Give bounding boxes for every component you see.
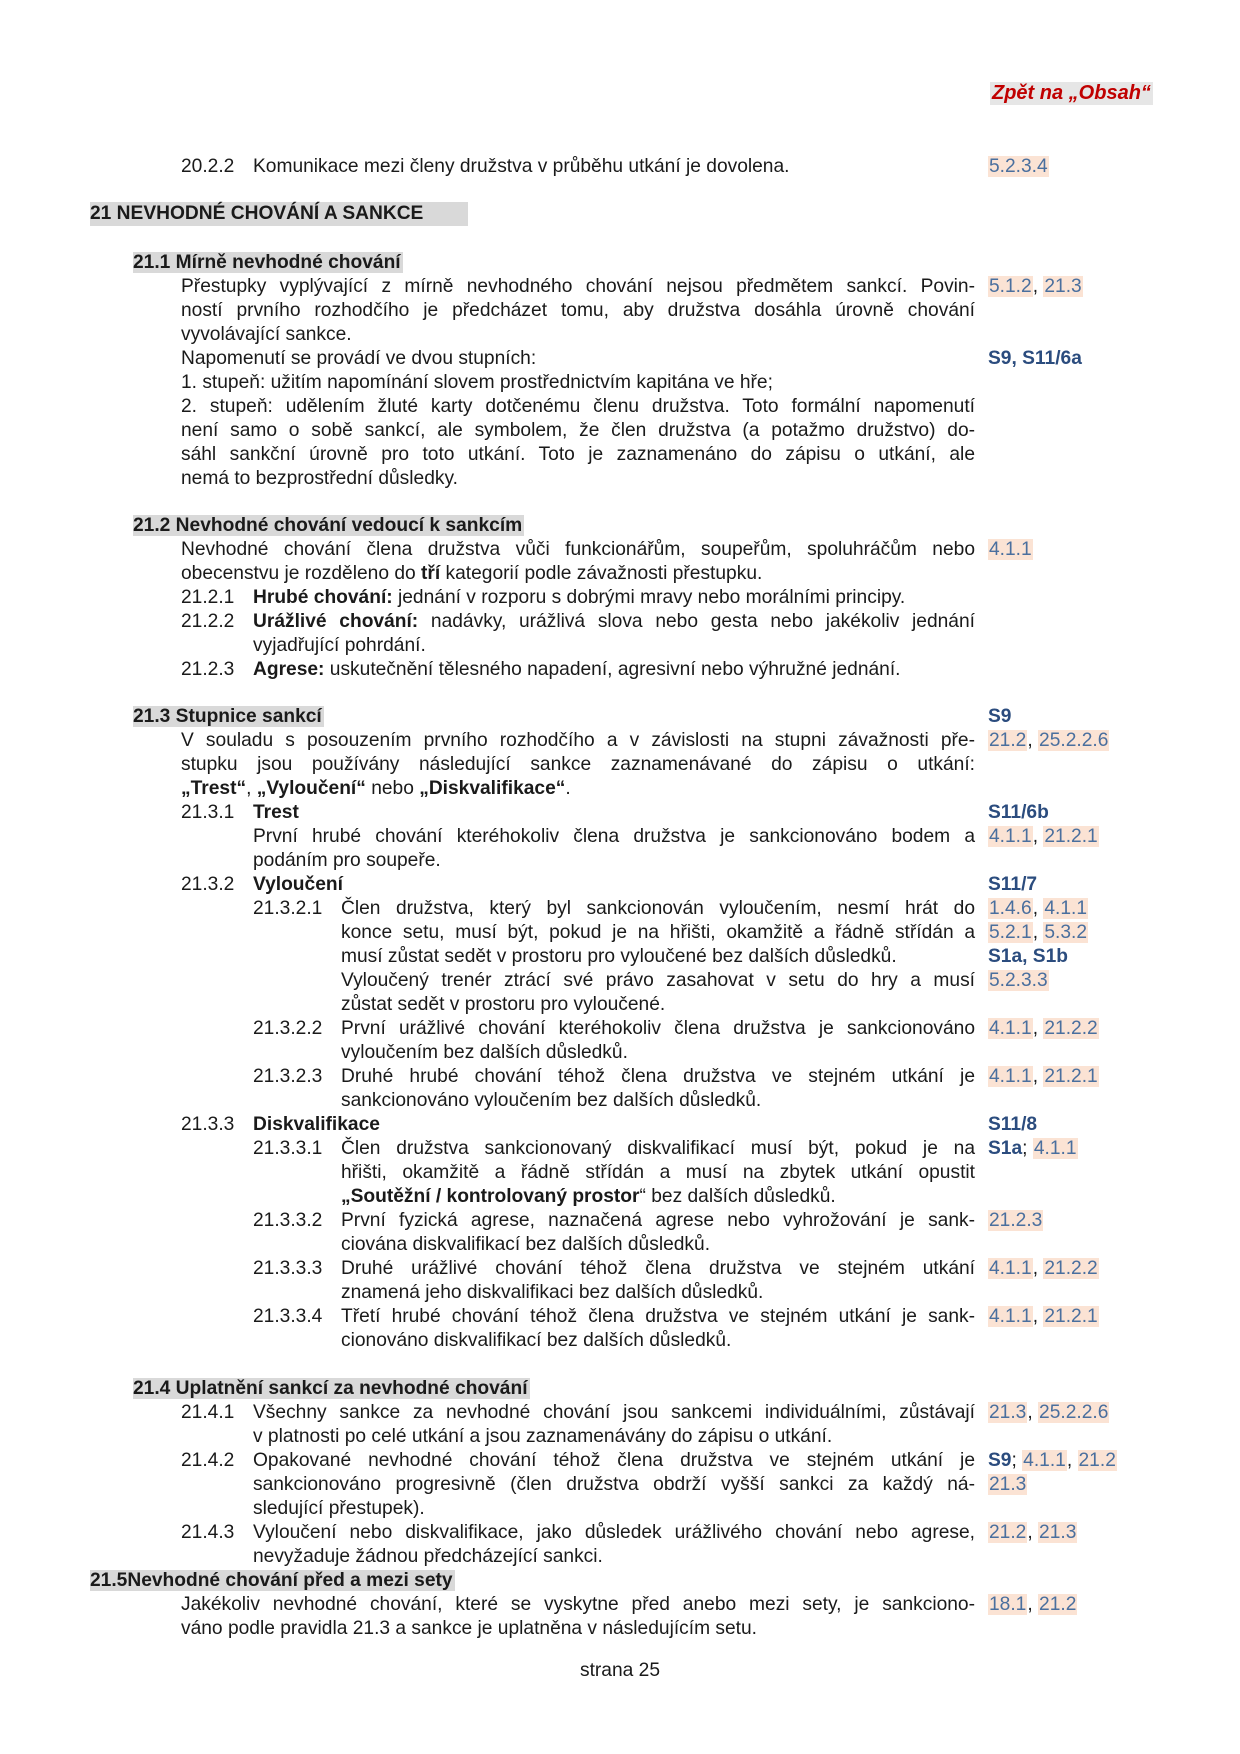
rule-number: 21.2.1 — [181, 587, 235, 608]
paragraph-line: 2. stupeň: udělením žluté karty dotčenému členu družstva. Toto formální napomenutí — [181, 396, 975, 417]
reference-cell — [988, 825, 1099, 849]
rule-number: 21.4.3 — [181, 1522, 235, 1543]
term: Hrubé chování: — [253, 587, 393, 608]
rule-title: Diskvalifikace — [253, 1114, 380, 1135]
paragraph-line: V souladu s posouzením prvního rozhodčího a v závislosti na stupni závažnosti pře- — [181, 730, 975, 751]
reference-separator: , — [1066, 1450, 1078, 1471]
reference-link[interactable]: 4.1.1 — [989, 1306, 1032, 1327]
reference-separator: , — [1032, 276, 1044, 297]
paragraph-line: Napomenutí se provádí ve dvou stupních: — [181, 348, 537, 369]
reference-link[interactable]: 21.2 — [989, 730, 1027, 751]
paragraph-line — [181, 777, 571, 801]
reference-separator: , — [1032, 1066, 1044, 1087]
reference-link[interactable]: 4.1.1 — [1023, 1450, 1066, 1471]
reference-cell — [988, 1257, 1099, 1281]
rule-title: Trest — [253, 802, 299, 823]
rule-text — [253, 610, 975, 634]
paragraph-line: nevyžaduje žádnou předcházející sankci. — [253, 1546, 603, 1567]
rule-text — [253, 658, 901, 682]
text-run-bold: tří — [421, 563, 441, 584]
reference-link[interactable]: 21.2 — [989, 1522, 1027, 1543]
reference-link[interactable]: 25.2.2.6 — [1039, 1402, 1109, 1423]
subsection-heading-text: 21.5Nevhodné chování před a mezi sety — [90, 1570, 453, 1591]
reference-cell — [988, 705, 1011, 729]
paragraph-line: konce setu, musí být, pokud je na hřišti, okamžitě a řádně střídán a — [341, 922, 975, 943]
paragraph-line: Druhé urážlivé chování téhož člena družstva ve stejném utkání — [341, 1258, 975, 1279]
reference-cell — [988, 347, 1082, 371]
paragraph-line: Druhé hrubé chování téhož člena družstva ve stejném utkání je — [341, 1066, 975, 1087]
paragraph-line: sledující přestupek). — [253, 1498, 425, 1519]
reference-link[interactable]: 21.2.3 — [989, 1210, 1043, 1231]
reference-cell — [988, 155, 1049, 179]
reference-cell — [988, 897, 1088, 921]
reference-link[interactable]: 21.3 — [989, 1402, 1027, 1423]
sanction-name: „Diskvalifikace“ — [419, 778, 566, 799]
definition: jednání v rozporu s dobrými mravy nebo morálními principy. — [392, 587, 906, 608]
reference-separator: ; — [1022, 1138, 1033, 1159]
definition: nadávky, urážlivá slova nebo gesta nebo jakékoliv jednání — [418, 611, 975, 632]
paragraph-line: cionováno diskvalifikací bez dalších důsledků. — [341, 1330, 732, 1351]
reference-link[interactable]: 21.3 — [1044, 276, 1082, 297]
text-run: , — [246, 778, 257, 799]
reference-link[interactable]: 21.2.2 — [1044, 1018, 1098, 1039]
reference-link[interactable]: 4.1.1 — [989, 1258, 1032, 1279]
scoresheet-reference[interactable]: S9 — [988, 1450, 1012, 1471]
subsection-heading — [133, 705, 324, 729]
reference-cell — [988, 275, 1083, 299]
scoresheet-reference[interactable]: S11/6b — [988, 802, 1049, 823]
rule-number: 21.3.3 — [181, 1114, 235, 1135]
reference-cell — [988, 969, 1049, 993]
scoresheet-reference[interactable]: S9 — [988, 706, 1012, 727]
paragraph-line: Jakékoliv nevhodné chování, které se vyskytne před anebo mezi sety, je sankciono- — [181, 1594, 975, 1615]
subsection-heading — [133, 514, 524, 538]
paragraph-line: stupku jsou používány následující sankce zaznamenávané do zápisu o utkání: — [181, 754, 975, 775]
text-run: kategorií podle závažnosti přestupku. — [440, 563, 763, 584]
reference-link[interactable]: 21.2.1 — [1044, 826, 1098, 847]
reference-link[interactable]: 4.1.1 — [989, 1066, 1032, 1087]
reference-separator: , — [1032, 1258, 1044, 1279]
reference-link[interactable]: 5.2.3.3 — [989, 970, 1048, 991]
reference-link[interactable]: 21.2.1 — [1044, 1066, 1098, 1087]
reference-link[interactable]: 21.3 — [1039, 1522, 1077, 1543]
subsection-heading-text: 21.2 Nevhodné chování vedoucí k sankcím — [133, 515, 523, 536]
rule-number: 21.3.2.2 — [253, 1018, 323, 1039]
rule-number: 21.3.3.2 — [253, 1210, 323, 1231]
paragraph-line: váno podle pravidla 21.3 a sankce je uplatněna v následujícím setu. — [181, 1618, 757, 1639]
reference-separator: , — [1027, 1522, 1039, 1543]
rule-number: 21.3.2.1 — [253, 898, 323, 919]
reference-cell — [988, 1137, 1078, 1161]
reference-separator: , — [1032, 898, 1044, 919]
paragraph-line: Přestupky vyplývající z mírně nevhodného chování nejsou předmětem sankcí. Povin- — [181, 276, 975, 297]
text-run: “ bez dalších důsledků. — [639, 1186, 836, 1207]
paragraph-line: sankcionováno vyloučením bez dalších důsledků. — [341, 1090, 762, 1111]
paragraph-line: První urážlivé chování kteréhokoliv člena družstva je sankcionováno — [341, 1018, 975, 1039]
paragraph-line — [181, 562, 762, 586]
reference-link[interactable]: 4.1.1 — [1044, 898, 1088, 919]
reference-cell — [988, 1401, 1109, 1425]
scoresheet-reference[interactable]: S11/7 — [988, 874, 1038, 895]
term: Agrese: — [253, 659, 325, 680]
reference-link[interactable]: 4.1.1 — [989, 1018, 1032, 1039]
paragraph-line: Nevhodné chování člena družstva vůči funkcionářům, soupeřům, spoluhráčům nebo — [181, 539, 975, 560]
paragraph-line — [341, 1185, 836, 1209]
rule-title: Vyloučení — [253, 874, 343, 895]
reference-link[interactable]: 5.1.2 — [989, 276, 1032, 297]
reference-cell — [988, 1305, 1099, 1329]
reference-link[interactable]: 21.2.1 — [1044, 1306, 1098, 1327]
paragraph-line: musí zůstat sedět v prostoru pro vyloučené bez dalších důsledků. — [341, 946, 897, 967]
paragraph-line: zůstat sedět v prostoru pro vyloučené. — [341, 994, 666, 1015]
paragraph-line: není samo o sobě sankcí, ale symbolem, že člen družstva (a potažmo družstvo) do- — [181, 420, 975, 441]
paragraph-line: Člen družstva sankcionovaný diskvalifikací musí být, pokud je na — [341, 1138, 975, 1159]
reference-link[interactable]: 5.2.3.4 — [989, 156, 1048, 177]
paragraph-line: sáhl sankční úrovně pro toto utkání. Toto je zaznamenáno do zápisu o utkání, ale — [181, 444, 975, 465]
paragraph-line: Člen družstva, který byl sankcionován vyloučením, nesmí hrát do — [341, 898, 975, 919]
subsection-heading — [90, 1569, 455, 1593]
reference-separator: , — [1032, 1018, 1044, 1039]
reference-link[interactable]: 4.1.1 — [989, 539, 1032, 560]
reference-cell — [988, 1113, 1037, 1137]
reference-cell — [988, 538, 1033, 562]
text-run: nebo — [365, 778, 420, 799]
reference-cell — [988, 921, 1088, 945]
rule-number: 21.4.1 — [181, 1402, 235, 1423]
rule-number: 21.3.3.3 — [253, 1258, 323, 1279]
reference-separator: ; — [1011, 1450, 1023, 1471]
reference-link[interactable]: 5.2.1 — [989, 922, 1032, 943]
reference-cell — [988, 1209, 1043, 1233]
rule-text: Komunikace mezi členy družstva v průběhu utkání je dovolena. — [253, 156, 790, 177]
paragraph-line: ností prvního rozhodčího je předcházet tomu, aby družstva dosáhla úrovně chování — [181, 300, 975, 321]
page-number: strana 25 — [579, 1660, 660, 1681]
subsection-heading — [133, 251, 403, 275]
reference-separator: , — [1027, 1594, 1039, 1615]
paragraph-line: Vyloučení nebo diskvalifikace, jako důsledek urážlivého chování nebo agrese, — [253, 1522, 975, 1543]
reference-cell — [988, 1017, 1099, 1041]
reference-cell — [988, 1449, 1117, 1473]
area-name: „Soutěžní / kontrolovaný prostor — [341, 1186, 640, 1207]
paragraph-line: Opakované nevhodné chování téhož člena družstva ve stejném utkání je — [253, 1450, 975, 1471]
paragraph-line: První fyzická agrese, naznačená agrese nebo vyhrožování je sank- — [341, 1210, 975, 1231]
paragraph-line: Vyloučený trenér ztrácí své právo zasahovat v setu do hry a musí — [341, 970, 975, 991]
definition: uskutečnění tělesného napadení, agresivní nebo výhružné jednání. — [324, 659, 901, 680]
paragraph-line: vyloučením bez dalších důsledků. — [341, 1042, 628, 1063]
text-run: obecenstvu je rozděleno do — [181, 563, 422, 584]
paragraph-line: sankcionováno progresivně (člen družstva obdrží vyšší sankci za každý ná- — [253, 1474, 975, 1495]
paragraph-line: hřišti, okamžitě a řádně střídán a musí na zbytek utkání opustit — [341, 1162, 975, 1183]
paragraph-line: podáním pro soupeře. — [253, 850, 441, 871]
text-run: . — [565, 778, 571, 799]
subsection-heading — [133, 1377, 530, 1401]
scoresheet-reference[interactable]: S1a, S1b — [988, 946, 1068, 967]
paragraph-line: Třetí hrubé chování téhož člena družstva ve stejném utkání je sank- — [341, 1306, 975, 1327]
subsection-heading-text: 21.1 Mírně nevhodné chování — [133, 252, 401, 273]
scoresheet-reference[interactable]: S1a — [988, 1138, 1023, 1159]
subsection-heading-text: 21.3 Stupnice sankcí — [133, 706, 322, 727]
reference-link[interactable]: 21.2 — [1039, 1594, 1077, 1615]
paragraph-line: První hrubé chování kteréhokoliv člena družstva je sankcionováno bodem a — [253, 826, 975, 847]
reference-cell — [988, 1065, 1099, 1089]
paragraph-line: nemá to bezprostřední důsledky. — [181, 468, 458, 489]
scoresheet-reference[interactable]: S9, S11/6a — [988, 348, 1082, 369]
reference-cell — [988, 1473, 1027, 1497]
rule-number: 21.3.3.4 — [253, 1306, 323, 1327]
reference-link[interactable]: 1.4.6 — [989, 898, 1032, 919]
reference-link[interactable]: 18.1 — [989, 1594, 1027, 1615]
paragraph-line: v platnosti po celé utkání a jsou zaznamenávány do zápisu o utkání. — [253, 1426, 833, 1447]
reference-link[interactable]: 5.3.2 — [1044, 922, 1088, 943]
reference-cell — [988, 873, 1037, 897]
term: Urážlivé chování: — [253, 611, 419, 632]
rule-number: 21.4.2 — [181, 1450, 235, 1471]
reference-link[interactable]: 4.1.1 — [989, 826, 1032, 847]
paragraph-line: ciována diskvalifikací bez dalších důsledků. — [341, 1234, 711, 1255]
subsection-heading-text: 21.4 Uplatnění sankcí za nevhodné chování — [133, 1378, 528, 1399]
reference-cell — [988, 801, 1049, 825]
rule-number: 21.3.3.1 — [253, 1138, 323, 1159]
scoresheet-reference[interactable]: S11/8 — [988, 1114, 1038, 1135]
reference-separator: , — [1032, 1306, 1044, 1327]
reference-separator: , — [1027, 1402, 1039, 1423]
reference-link[interactable]: 21.3 — [989, 1474, 1027, 1495]
reference-cell — [988, 1593, 1077, 1617]
paragraph-line: znamená jeho diskvalifikaci bez dalších důsledků. — [341, 1282, 764, 1303]
rule-text — [253, 586, 905, 610]
reference-cell — [988, 945, 1068, 969]
paragraph-line: Všechny sankce za nevhodné chování jsou sankcemi individuálními, zůstávají — [253, 1402, 975, 1423]
rule-number: 21.3.2.3 — [253, 1066, 323, 1087]
reference-separator: , — [1027, 730, 1039, 751]
rule-number: 21.3.1 — [181, 802, 235, 823]
reference-separator: , — [1032, 826, 1044, 847]
reference-cell — [988, 1521, 1077, 1545]
paragraph-line: 1. stupeň: užitím napomínání slovem prostřednictvím kapitána ve hře; — [181, 372, 773, 393]
rule-number: 21.3.2 — [181, 874, 235, 895]
reference-link[interactable]: 4.1.1 — [1033, 1138, 1077, 1159]
section-heading: 21 NEVHODNÉ CHOVÁNÍ A SANKCE — [90, 202, 468, 226]
reference-separator: , — [1032, 922, 1044, 943]
rule-number: 21.2.2 — [181, 611, 235, 632]
back-to-contents-link[interactable]: Zpět na „Obsah“ — [992, 82, 1151, 104]
rule-text: vyjadřující pohrdání. — [253, 635, 426, 656]
reference-link[interactable]: 25.2.2.6 — [1039, 730, 1109, 751]
rule-number: 21.2.3 — [181, 659, 235, 680]
reference-cell — [988, 729, 1109, 753]
sanction-name: „Trest“ — [181, 778, 247, 799]
reference-link[interactable]: 21.2 — [1078, 1450, 1116, 1471]
reference-link[interactable]: 21.2.2 — [1044, 1258, 1098, 1279]
paragraph-line: vyvolávající sankce. — [181, 324, 352, 345]
rule-number: 20.2.2 — [181, 156, 235, 177]
sanction-name: „Vyloučení“ — [256, 778, 366, 799]
